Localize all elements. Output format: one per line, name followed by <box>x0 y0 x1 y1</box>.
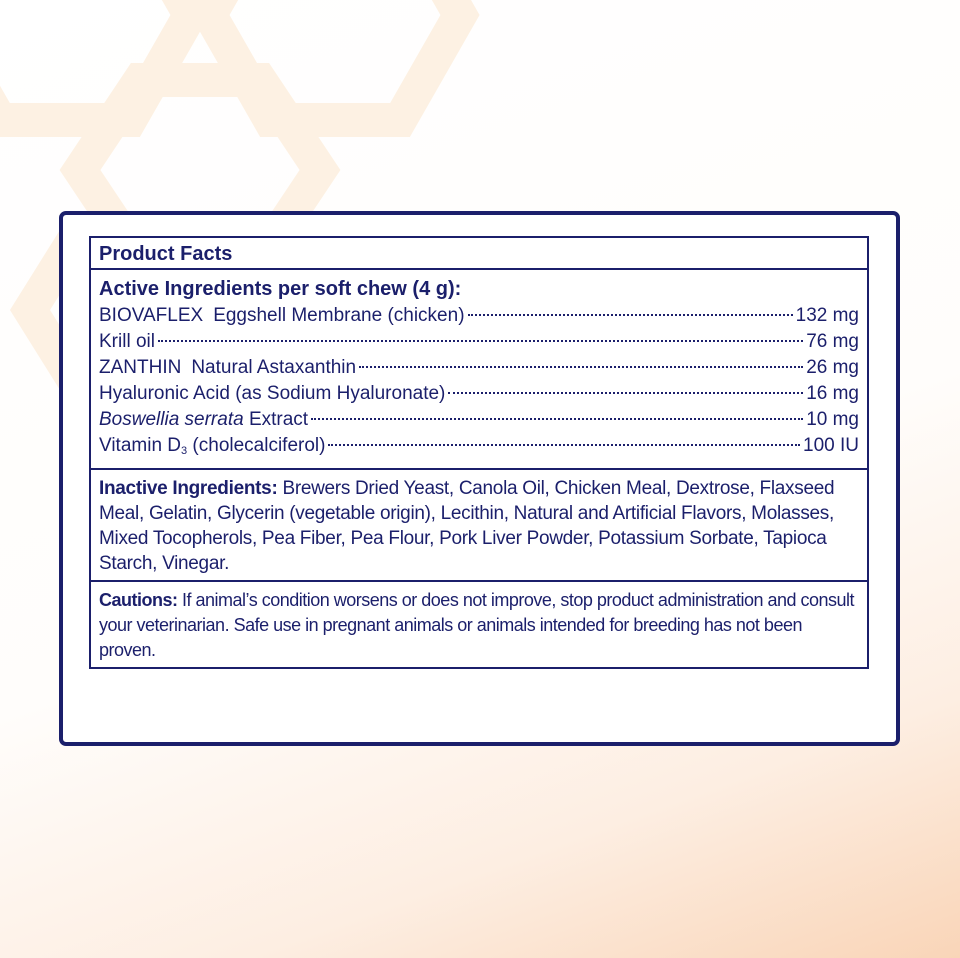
ingredient-suffix: (cholecalciferol) <box>187 435 326 456</box>
hexagon-shape <box>210 0 460 120</box>
inactive-ingredients-label: Inactive Ingredients: <box>99 478 278 499</box>
ingredient-subscript: 3 <box>181 445 188 457</box>
ingredient-name <box>99 303 465 329</box>
ingredient-name <box>99 433 325 464</box>
ingredient-label: Extract <box>243 409 309 430</box>
cautions-body: If animal’s condition worsens or does not improve, stop product administration and consult your veterinarian. Safe use in pregnant animals or animals intended for breeding has not been proven. <box>99 590 855 660</box>
ingredient-name <box>99 355 356 381</box>
ingredient-brand: ZANTHIN <box>99 357 182 378</box>
cautions-text <box>99 588 859 663</box>
cautions-section <box>91 582 867 667</box>
dot-leader <box>158 340 803 342</box>
ingredient-row-boswellia <box>99 407 859 433</box>
ingredient-row-vitamin-d3 <box>99 433 859 464</box>
ingredient-label: Hyaluronic Acid (as Sodium Hyaluronate) <box>99 383 446 404</box>
ingredient-italic-name: Boswellia serrata <box>99 409 244 430</box>
ingredient-row-biovaflex <box>99 303 859 329</box>
ingredient-row-krill-oil <box>99 329 859 355</box>
active-ingredients-section <box>91 270 867 470</box>
ingredient-row-zanthin <box>99 355 859 381</box>
dot-leader <box>468 314 793 316</box>
dot-leader <box>359 366 803 368</box>
inactive-ingredients-section <box>91 470 867 582</box>
dot-leader <box>448 392 803 394</box>
product-facts-title: Product Facts <box>91 238 867 270</box>
product-facts-panel <box>89 236 869 669</box>
ingredient-label: Vitamin D <box>99 435 182 456</box>
hexagon-shape <box>0 0 190 120</box>
active-ingredients-heading: Active Ingredients per soft chew (4 g): <box>99 278 462 300</box>
ingredient-amount: 76 mg <box>806 331 859 352</box>
cautions-label: Cautions: <box>99 590 178 610</box>
ingredient-amount: 10 mg <box>806 409 859 430</box>
product-facts-card <box>59 211 900 746</box>
ingredient-name <box>99 407 308 433</box>
ingredient-brand: BIOVAFLEX <box>99 305 204 326</box>
dot-leader <box>311 418 803 420</box>
ingredient-row-hyaluronic-acid <box>99 381 859 407</box>
ingredient-amount: 132 mg <box>795 305 859 326</box>
ingredient-amount: 26 mg <box>806 357 859 378</box>
ingredient-amount: 100 IU <box>803 435 859 456</box>
inactive-ingredients-text <box>99 476 859 576</box>
inactive-ingredients-list: Brewers Dried Yeast, Canola Oil, Chicken Meal, Dextrose, Flaxseed Meal, Gelatin, Glycerin (vegetable origin), Lecithin, Natural and Artificial Flavors, Molasses, Mixed Tocopherols, Pea Fiber, Pea Flour, Pork Liver Powder, Potassium Sorbate, Tapioca Starch, Vinegar. <box>99 478 835 574</box>
dot-leader <box>328 444 800 446</box>
ingredient-label: Natural Astaxanthin <box>191 357 357 378</box>
ingredient-label: Krill oil <box>99 331 155 352</box>
ingredient-label: Eggshell Membrane (chicken) <box>213 305 465 326</box>
ingredient-amount: 16 mg <box>806 383 859 404</box>
